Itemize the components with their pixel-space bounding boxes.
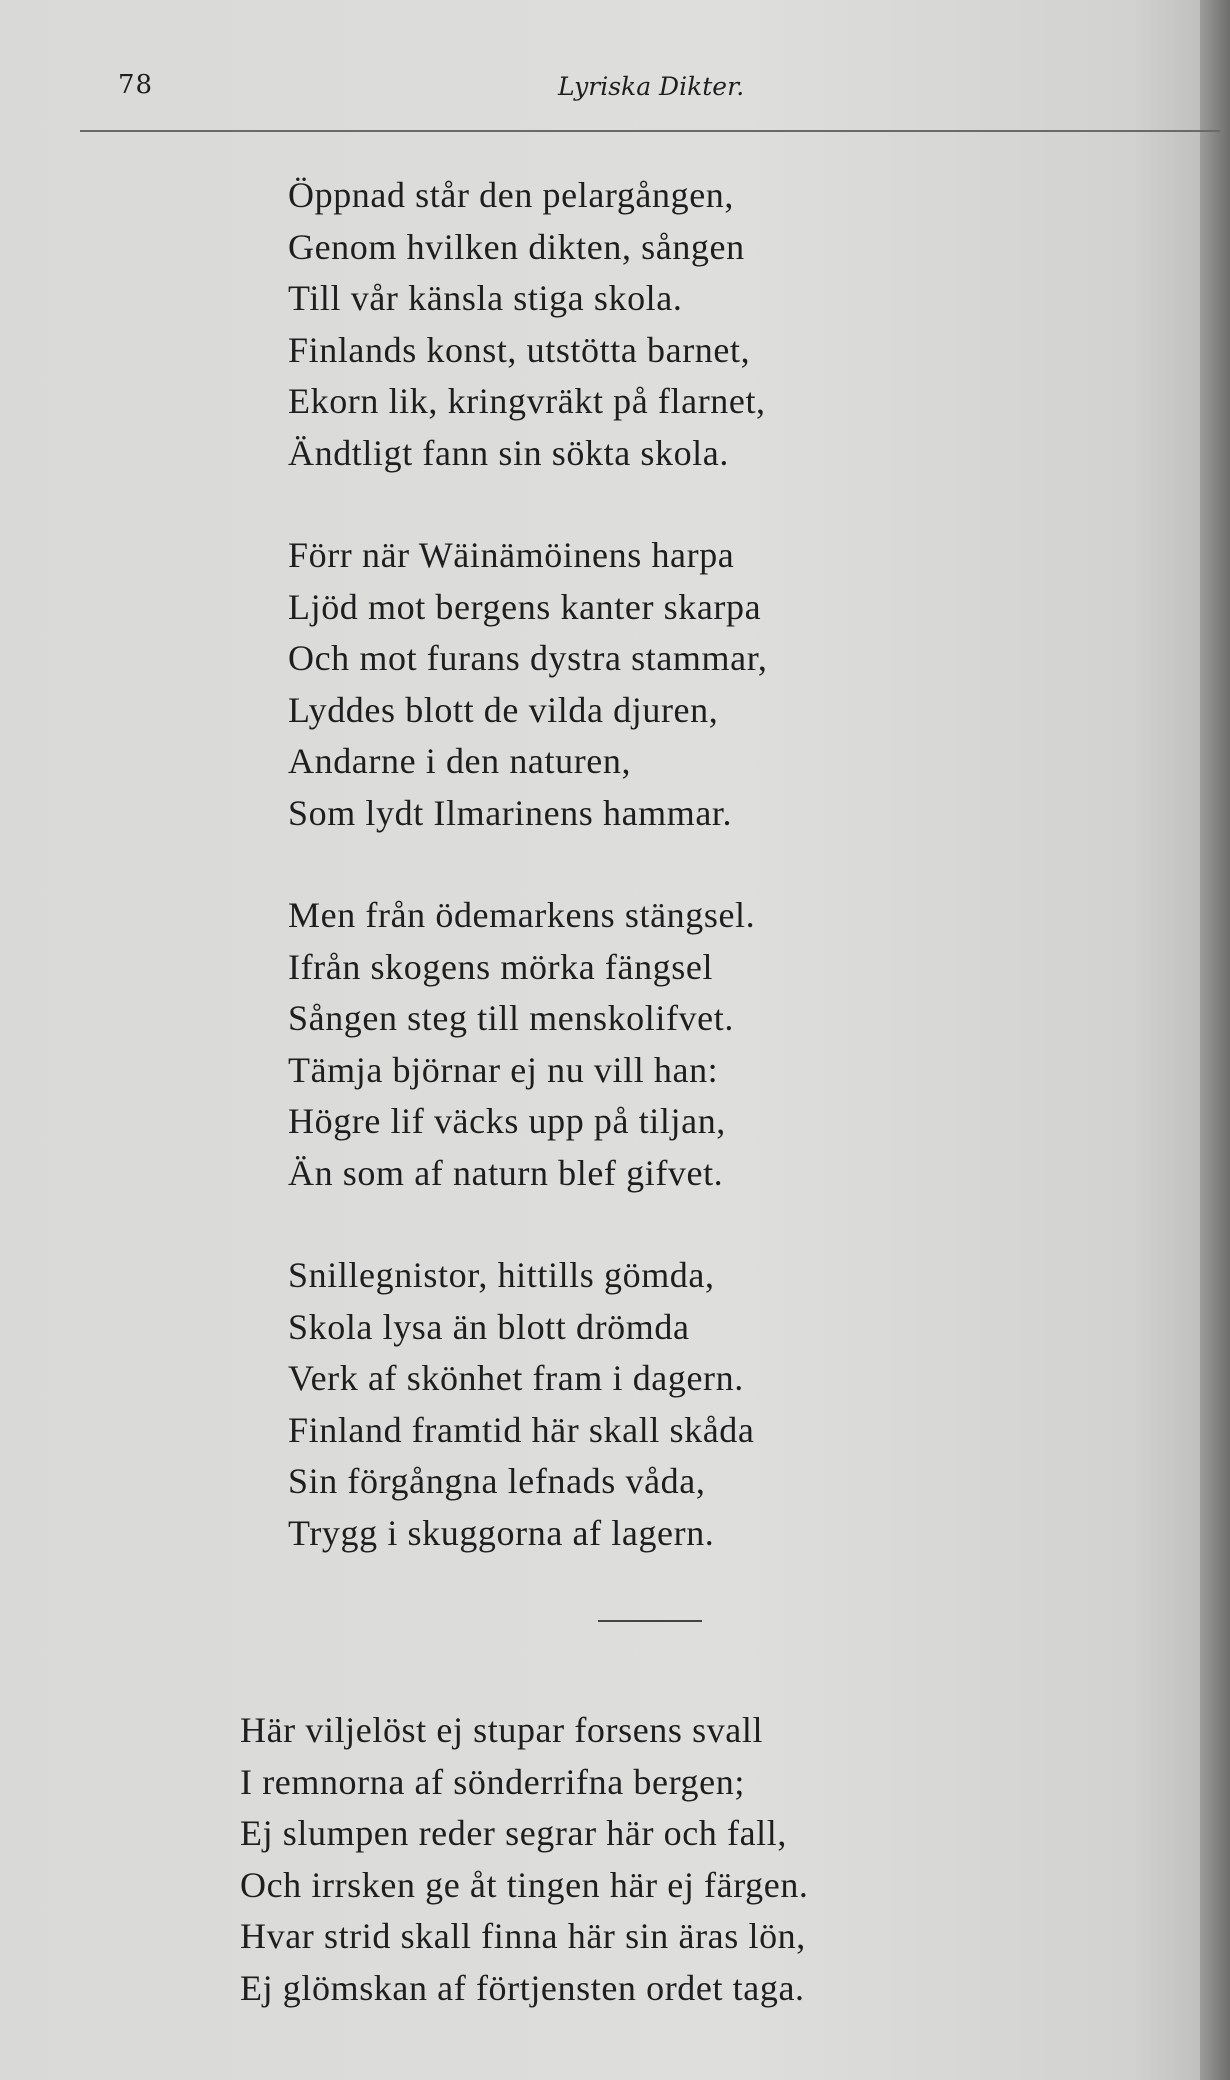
verse-line: Ej slumpen reder segrar här och fall, bbox=[240, 1813, 787, 1853]
header-rule bbox=[80, 130, 1220, 132]
verse-line: Än som af naturn blef gifvet. bbox=[288, 1152, 724, 1193]
verse-line: Och irrsken ge åt tingen här ej färgen. bbox=[240, 1864, 809, 1905]
verse-line: Högre lif väcks upp på tiljan, bbox=[288, 1101, 726, 1141]
verse-line: Ljöd mot bergens kanter skarpa bbox=[288, 586, 762, 627]
verse-line: Skola lysa än blott drömda bbox=[288, 1306, 690, 1347]
verse-line: Ändtligt fann sin sökta skola. bbox=[288, 432, 729, 473]
page-edge-shadow bbox=[1200, 0, 1230, 2080]
verse-line: Förr när Wäinämöinens harpa bbox=[288, 535, 735, 575]
poem-two bbox=[240, 1705, 809, 2014]
verse-line: Men från ödemarkens stängsel. bbox=[288, 895, 756, 935]
verse-line: Till vår känsla stiga skola. bbox=[288, 278, 683, 318]
verse-line: Och mot furans dystra stammar, bbox=[288, 638, 768, 678]
verse-line: Andarne i den naturen, bbox=[288, 741, 632, 781]
verse-line: Ej glömskan af förtjensten ordet taga. bbox=[240, 1967, 805, 2008]
stanza-1 bbox=[288, 170, 767, 479]
verse-line: Som lydt Ilmarinens hammar. bbox=[288, 792, 733, 833]
verse-line: Finlands konst, utstötta barnet, bbox=[288, 329, 751, 370]
verse-line: Finland framtid här skall skåda bbox=[288, 1409, 755, 1450]
verse-line: I remnorna af sönderrifna bergen; bbox=[240, 1761, 745, 1802]
verse-line: Genom hvilken dikten, sången bbox=[288, 226, 745, 267]
page-header bbox=[118, 70, 1230, 110]
verse-line: Här viljelöst ej stupar forsens svall bbox=[240, 1710, 764, 1750]
verse-line: Ekorn lik, kringvräkt på flarnet, bbox=[288, 381, 766, 421]
verse-line: Ifrån skogens mörka fängsel bbox=[288, 946, 714, 987]
verse-line: Öppnad står den pelargången, bbox=[288, 175, 734, 215]
running-title: Lyriska Dikter. bbox=[558, 72, 745, 101]
verse-line: Hvar strid skall finna här sin äras lön, bbox=[240, 1916, 806, 1956]
section-separator-rule bbox=[598, 1620, 702, 1622]
verse-line: Sången steg till menskolifvet. bbox=[288, 998, 734, 1038]
verse-line: Tämja björnar ej nu vill han: bbox=[288, 1049, 719, 1090]
verse-line: Sin förgångna lefnads våda, bbox=[288, 1461, 706, 1501]
stanza-3 bbox=[288, 890, 767, 1199]
verse-line: Verk af skönhet fram i dagern. bbox=[288, 1358, 744, 1398]
stanza-2 bbox=[288, 530, 767, 839]
poem-one bbox=[288, 170, 767, 1610]
verse-line: Lyddes blott de vilda djuren, bbox=[288, 689, 719, 730]
verse-line: Snillegnistor, hittills gömda, bbox=[288, 1255, 715, 1295]
stanza-4 bbox=[288, 1250, 767, 1559]
verse-line: Trygg i skuggorna af lagern. bbox=[288, 1512, 715, 1553]
page-number: 78 bbox=[118, 70, 154, 100]
